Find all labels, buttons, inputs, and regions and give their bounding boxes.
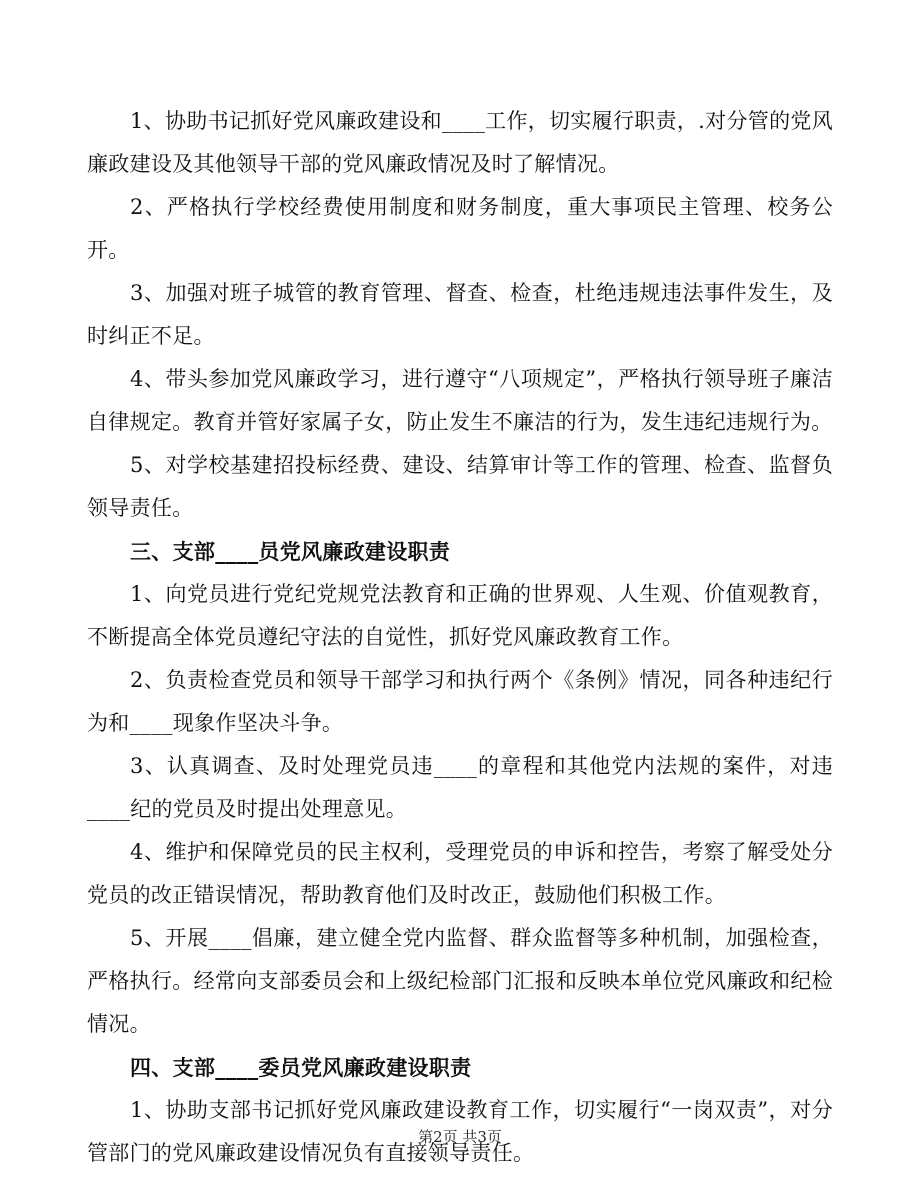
paragraph: 5、对学校基建招投标经费、建设、结算审计等工作的管理、检查、监督负领导责任。	[87, 453, 833, 520]
page-number-footer: 第2页 共3页	[418, 1128, 502, 1146]
document-body	[87, 100, 833, 1175]
paragraph: 3、加强对班子城管的教育管理、督查、检查，杜绝违规违法事件发生，及时纠正不足。	[87, 281, 833, 348]
paragraph: 1、协助支部书记抓好党风廉政建设教育工作，切实履行“一岗双责”，对分管部门的党风廉政建设情况负有直接领导责任。	[87, 1098, 833, 1165]
section-heading: 四、支部____委员党风廉政建设职责	[130, 1055, 472, 1080]
paragraph: 2、负责检查党员和领导干部学习和执行两个《条例》情况，同各种违纪行为和____现象作坚决斗争。	[87, 668, 833, 735]
paragraph: 4、维护和保障党员的民主权利，受理党员的申诉和控告，考察了解受处分党员的改正错误情况，帮助教育他们及时改正，鼓励他们积极工作。	[87, 840, 833, 907]
paragraph: 1、向党员进行党纪党规党法教育和正确的世界观、人生观、价值观教育，不断提高全体党员遵纪守法的自觉性，抓好党风廉政教育工作。	[87, 582, 833, 649]
paragraph: 5、开展____倡廉，建立健全党内监督、群众监督等多种机制，加强检查，严格执行。经常向支部委员会和上级纪检部门汇报和反映本单位党风廉政和纪检情况。	[87, 926, 833, 1036]
paragraph: 1、协助书记抓好党风廉政建设和____工作，切实履行职责，.对分管的党风廉政建设及其他领导干部的党风廉政情况及时了解情况。	[87, 109, 833, 176]
section-heading: 三、支部____员党风廉政建设职责	[130, 539, 451, 564]
paragraph: 4、带头参加党风廉政学习，进行遵守“八项规定”，严格执行领导班子廉洁自律规定。教育并管好家属子女，防止发生不廉洁的行为，发生违纪违规行为。	[87, 367, 833, 434]
paragraph: 2、严格执行学校经费使用制度和财务制度，重大事项民主管理、校务公开。	[87, 195, 833, 262]
paragraph: 3、认真调查、及时处理党员违____的章程和其他党内法规的案件，对违____纪的党员及时提出处理意见。	[87, 754, 833, 821]
